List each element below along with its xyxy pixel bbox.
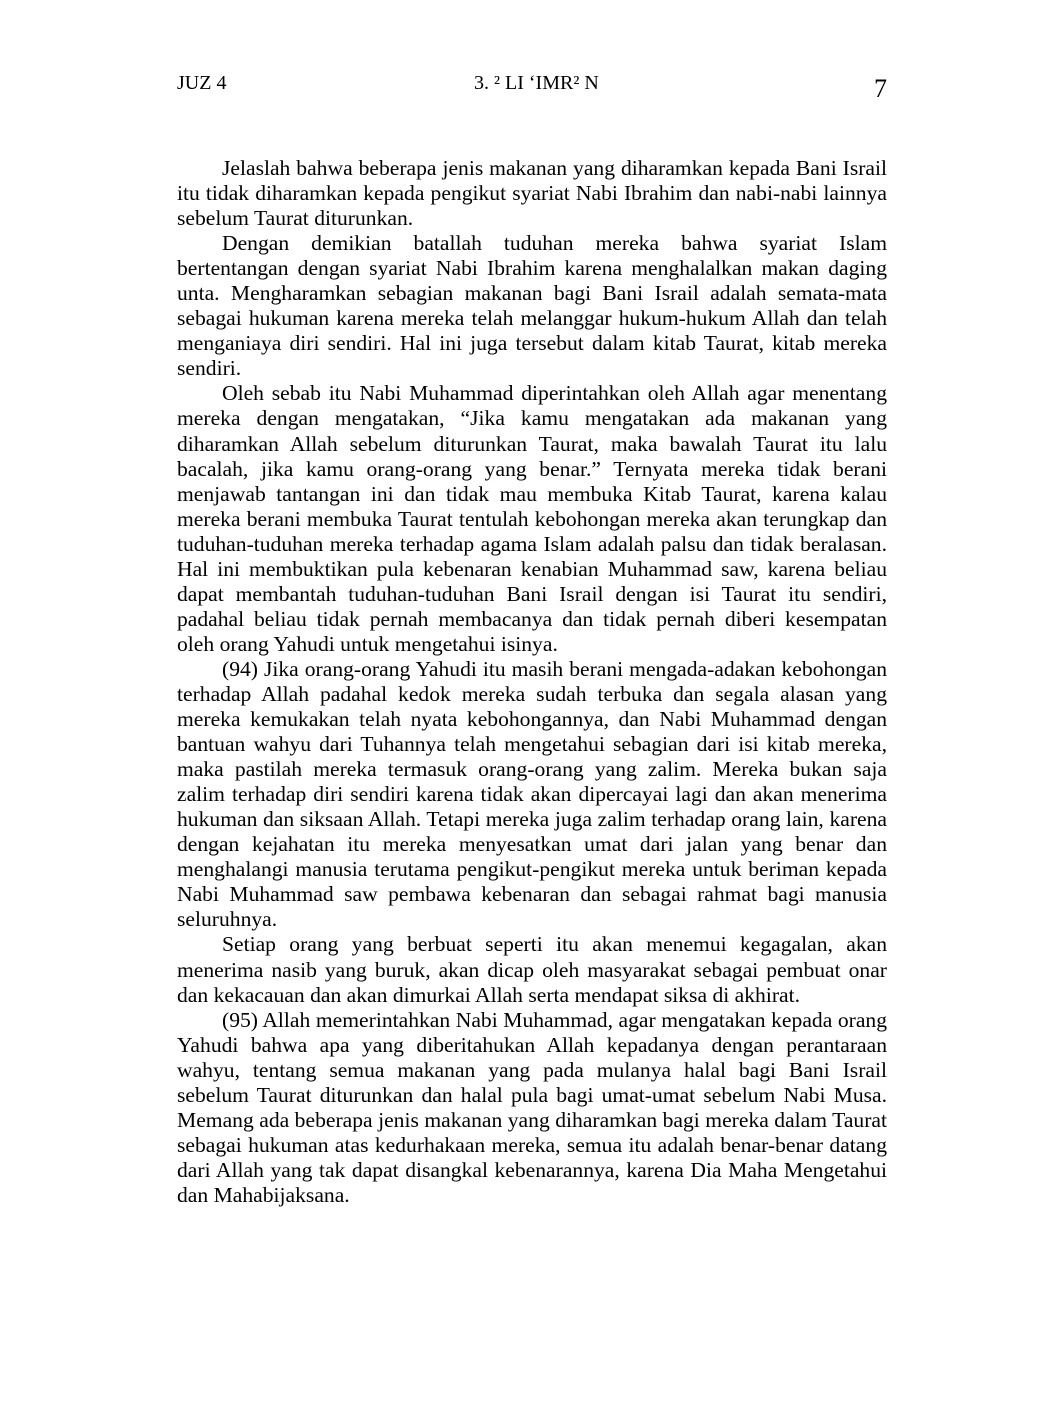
paragraph: Dengan demikian batallah tuduhan mereka bahwa syariat Islam bertentangan dengan syariat Nabi Ibrahim karena menghalalkan makan daging unta. Mengharamkan sebagian makanan bagi Bani Israil adalah semata-mata sebagai hukuman karena mereka telah melanggar hukum-hukum Allah dan telah menganiaya diri sendiri. Hal ini juga tersebut dalam kitab Taurat, kitab mereka sendiri. xyxy=(177,231,887,381)
paragraph: Jelaslah bahwa beberapa jenis makanan yang diharamkan kepada Bani Israil itu tidak diharamkan kepada pengikut syariat Nabi Ibrahim dan nabi-nabi lainnya sebelum Taurat diturunkan. xyxy=(177,156,887,231)
page-header xyxy=(177,72,887,108)
juz-label: JUZ 4 xyxy=(177,72,227,94)
paragraph: Setiap orang yang berbuat seperti itu akan menemui kegagalan, akan menerima nasib yang buruk, akan dicap oleh masyarakat sebagai pembuat onar dan kekacauan dan akan dimurkai Allah serta mendapat siksa di akhirat. xyxy=(177,932,887,1007)
page-number: 7 xyxy=(874,74,887,103)
paragraph: (95) Allah memerintahkan Nabi Muhammad, agar mengatakan kepada orang Yahudi bahwa apa yang diberitahukan Allah kepadanya dengan perantaraan wahyu, tentang semua makanan yang pada mulanya halal bagi Bani Israil sebelum Taurat diturunkan dan halal pula bagi umat-umat sebelum Nabi Musa. Memang ada beberapa jenis makanan yang diharamkan bagi mereka dalam Taurat sebagai hukuman atas kedurhakaan mereka, semua itu adalah benar-benar datang dari Allah yang tak dapat disangkal kebenarannya, karena Dia Maha Mengetahui dan Mahabijaksana. xyxy=(177,1007,887,1207)
surah-title: 3. ² LI ‘IMR² N xyxy=(474,72,599,94)
body-text xyxy=(177,156,887,1208)
paragraph: Oleh sebab itu Nabi Muhammad diperintahkan oleh Allah agar menentang mereka dengan mengatakan, “Jika kamu mengatakan ada makanan yang diharamkan Allah sebelum diturunkan Taurat, maka bawalah Taurat itu lalu bacalah, jika kamu orang-orang yang benar.” Ternyata mereka tidak berani menjawab tantangan ini dan tidak mau membuka Kitab Taurat, karena kalau mereka berani membuka Taurat tentulah kebohongan mereka akan terungkap dan tuduhan-tuduhan mereka terhadap agama Islam adalah palsu dan tidak beralasan. Hal ini membuktikan pula kebenaran kenabian Muhammad saw, karena beliau dapat membantah tuduhan-tuduhan Bani Israil dengan isi Taurat itu sendiri, padahal beliau tidak pernah membacanya dan tidak pernah diberi kesempatan oleh orang Yahudi untuk mengetahui isinya. xyxy=(177,381,887,656)
paragraph: (94) Jika orang-orang Yahudi itu masih berani mengada-adakan kebohongan terhadap Allah padahal kedok mereka sudah terbuka dan segala alasan yang mereka kemukakan telah nyata kebohongannya, dan Nabi Muhammad dengan bantuan wahyu dari Tuhannya telah mengetahui sebagian dari isi kitab mereka, maka pastilah mereka termasuk orang-orang yang zalim. Mereka bukan saja zalim terhadap diri sendiri karena tidak akan dipercayai lagi dan akan menerima hukuman dan siksaan Allah. Tetapi mereka juga zalim terhadap orang lain, karena dengan kejahatan itu mereka menyesatkan umat dari jalan yang benar dan menghalangi manusia terutama pengikut-pengikut mereka untuk beriman kepada Nabi Muhammad saw pembawa kebenaran dan sebagai rahmat bagi manusia seluruhnya. xyxy=(177,656,887,932)
